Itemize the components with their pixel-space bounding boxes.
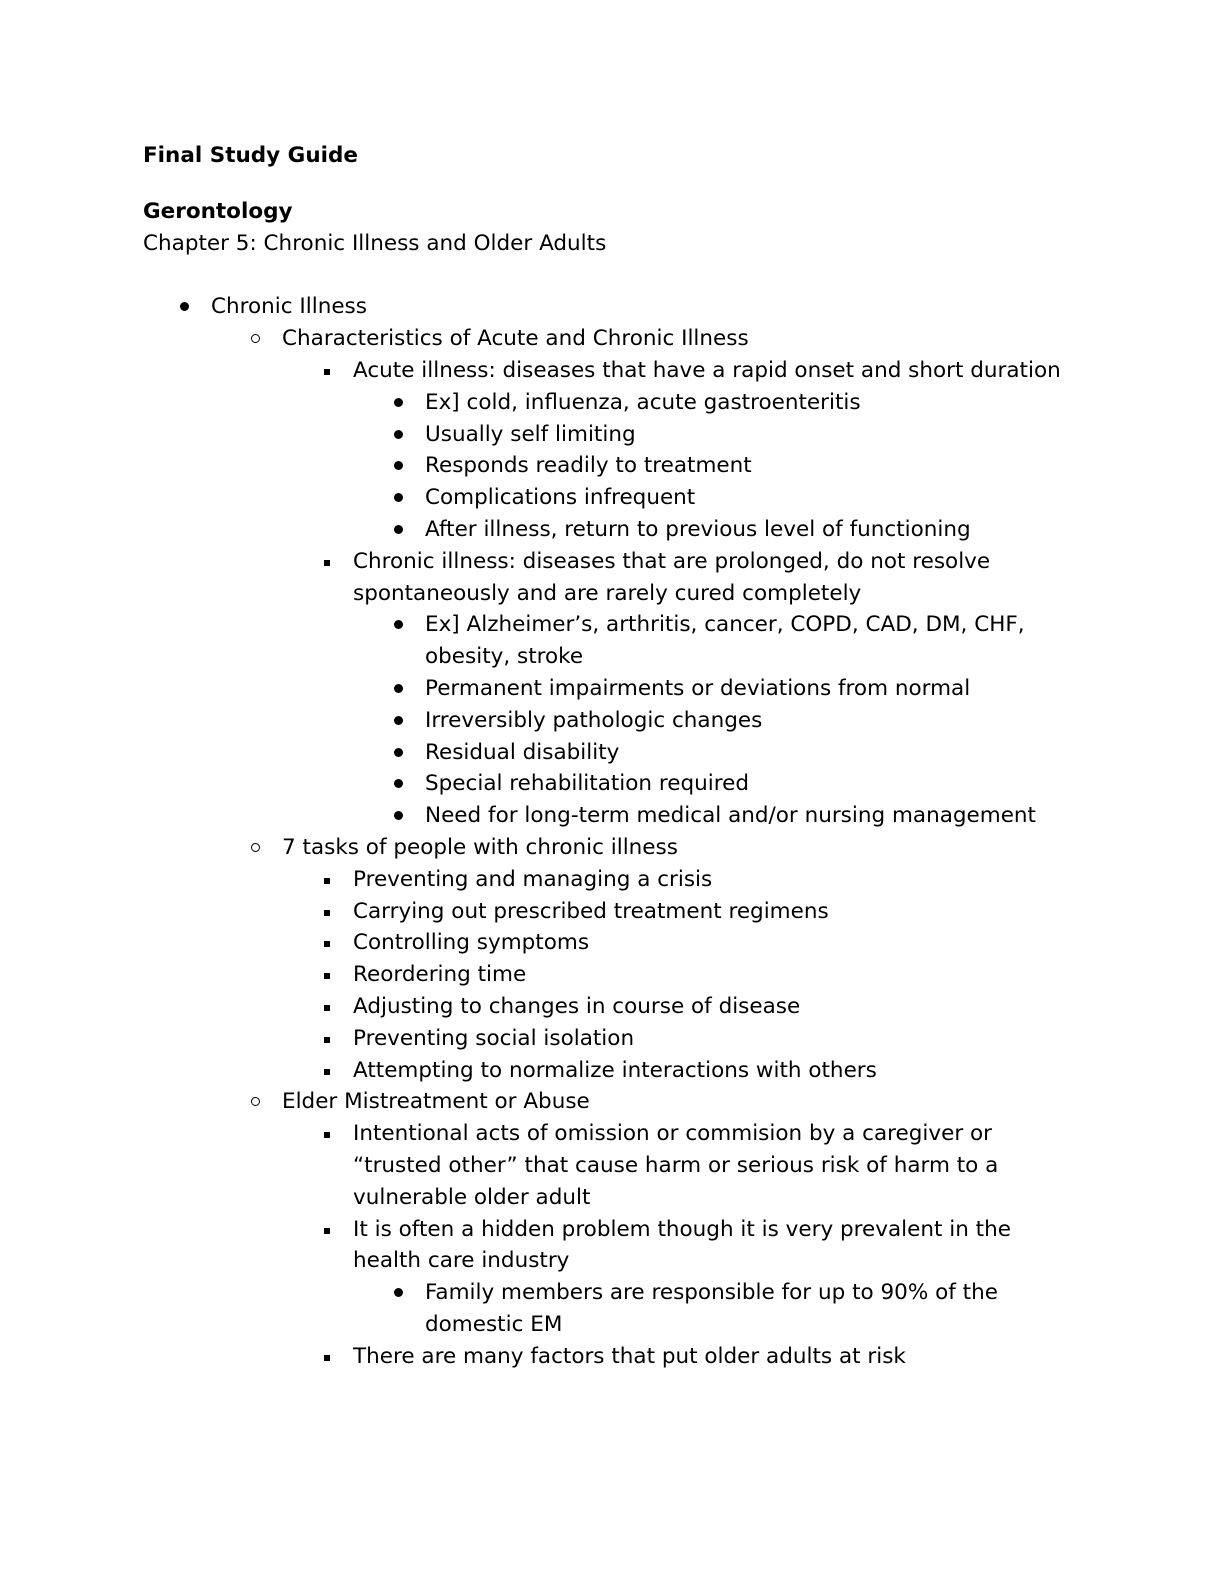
list-item (143, 514, 1093, 546)
list-item (143, 768, 1093, 800)
point-text: Chronic illness: diseases that are prolonged, do not resolve spontaneously and are rarely cured completely (353, 548, 991, 606)
point-text: Carrying out prescribed treatment regimens (353, 898, 829, 924)
point-text: There are many factors that put older adults at risk (353, 1343, 906, 1369)
list-item (143, 1214, 1093, 1341)
subtopic-text: Elder Mistreatment or Abuse (282, 1089, 590, 1115)
list-item (143, 1055, 1093, 1087)
point-text: After illness, return to previous level of functioning (425, 516, 971, 542)
point-text: Irreversibly pathologic changes (425, 707, 763, 733)
list-item (143, 1277, 1093, 1341)
list-item (143, 673, 1093, 705)
outline-level-1 (143, 291, 1093, 1372)
list-item (143, 1086, 1093, 1372)
point-text: Family members are responsible for up to 90% of the domestic EM (425, 1280, 998, 1337)
point-text: Need for long-term medical and/or nursing management (425, 803, 1036, 829)
list-item (143, 737, 1093, 769)
list-item (143, 387, 1093, 419)
chapter-title: Chapter 5: Chronic Illness and Older Adults (143, 230, 607, 256)
point-text: Controlling symptoms (353, 930, 590, 956)
list-item (143, 1341, 1093, 1373)
list-item (143, 705, 1093, 737)
point-text: Reordering time (353, 962, 527, 988)
point-text: Adjusting to changes in course of disease (353, 993, 801, 1019)
document-title: Final Study Guide (143, 143, 358, 168)
list-item (143, 450, 1093, 482)
outline-level-3 (143, 864, 1093, 1087)
list-item (143, 896, 1093, 928)
document-page (143, 140, 1093, 1372)
outline-level-4 (143, 1277, 1093, 1341)
list-item (143, 832, 1093, 1086)
list-item (143, 927, 1093, 959)
list-item (143, 546, 1093, 832)
list-item (143, 800, 1093, 832)
point-text: Preventing social isolation (353, 1025, 635, 1051)
point-text: Attempting to normalize interactions with others (353, 1057, 877, 1083)
outline-level-2 (143, 323, 1093, 1372)
list-item (143, 609, 1093, 673)
point-text: Acute illness: diseases that have a rapid onset and short duration (353, 357, 1061, 383)
list-item (143, 991, 1093, 1023)
list-item (143, 1118, 1093, 1213)
point-text: Preventing and managing a crisis (353, 866, 713, 892)
list-item (143, 419, 1093, 451)
list-item (143, 959, 1093, 991)
point-text: Responds readily to treatment (425, 453, 752, 479)
list-item (143, 323, 1093, 832)
point-text: It is often a hidden problem though it is very prevalent in the health care industry (353, 1216, 1011, 1274)
subtopic-text: Characteristics of Acute and Chronic Illness (282, 326, 749, 352)
section-title: Gerontology (143, 198, 293, 224)
list-item (143, 355, 1093, 546)
point-text: Complications infrequent (425, 485, 696, 511)
point-text: Usually self limiting (425, 421, 636, 447)
list-item (143, 482, 1093, 514)
point-text: Ex] Alzheimer’s, arthritis, cancer, COPD, CAD, DM, CHF, obesity, stroke (425, 612, 1025, 670)
list-item (143, 1023, 1093, 1055)
outline-level-3 (143, 1118, 1093, 1372)
point-text: Intentional acts of omission or commision by a caregiver or “trusted other” that cause harm or serious risk of harm to a vulnerable older adult (353, 1121, 999, 1210)
list-item (143, 291, 1093, 1372)
subtopic-text: 7 tasks of people with chronic illness (282, 834, 678, 860)
outline-level-4 (143, 387, 1093, 546)
point-text: Residual disability (425, 739, 620, 765)
list-item (143, 864, 1093, 896)
outline-level-4 (143, 609, 1093, 832)
point-text: Ex] cold, influenza, acute gastroenteritis (425, 389, 861, 415)
point-text: Special rehabilitation required (425, 771, 749, 797)
topic-text: Chronic Illness (211, 294, 367, 320)
outline-level-3 (143, 355, 1093, 832)
point-text: Permanent impairments or deviations from normal (425, 675, 971, 701)
